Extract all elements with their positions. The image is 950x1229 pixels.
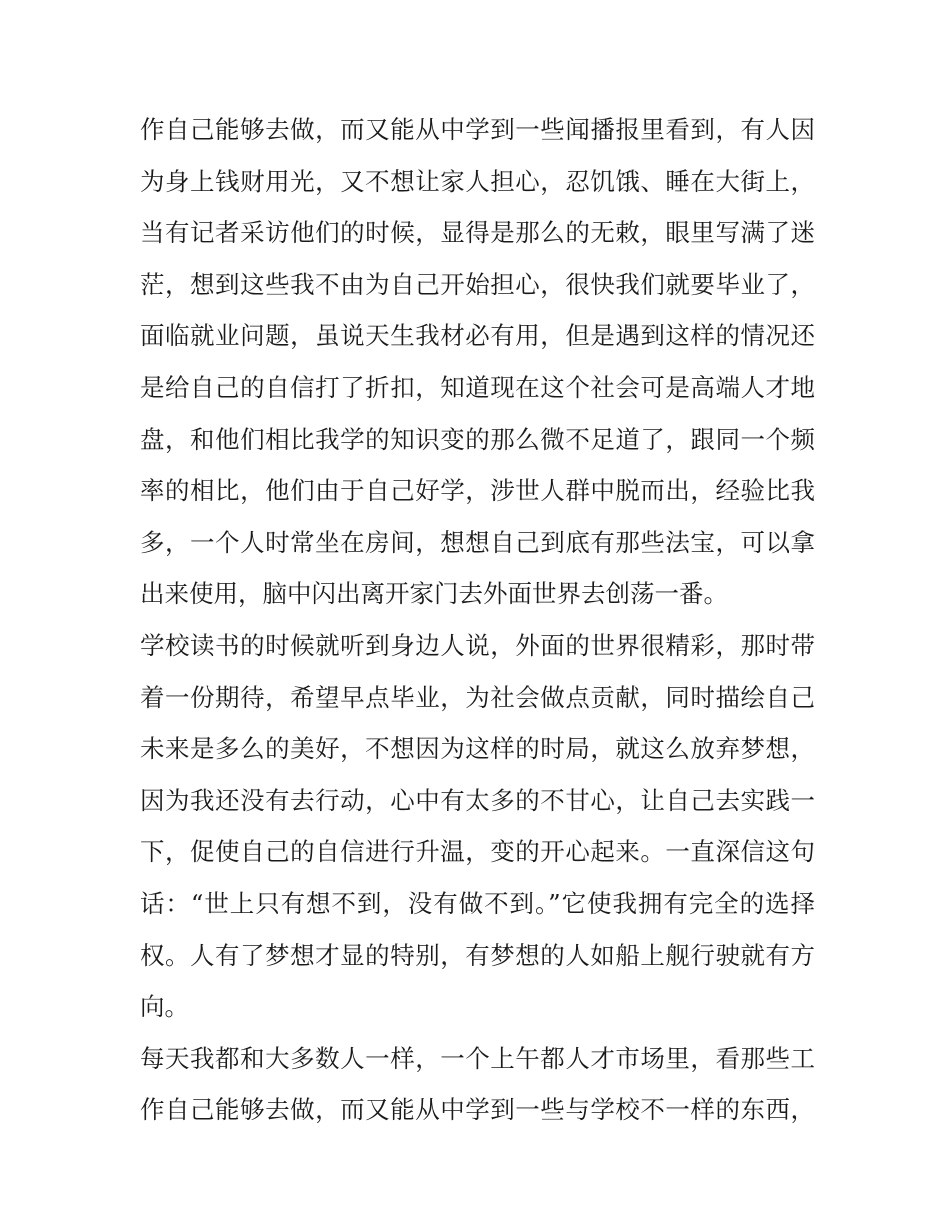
text-line: 作自己能够去做，而又能从中学到一些闻播报里看到，有人因 — [140, 115, 815, 144]
text-line: 茫，想到这些我不由为自己开始担心，很快我们就要毕业了， — [140, 269, 815, 299]
text-line: 未来是多么的美好，不想因为这样的时局，就这么放弃梦想， — [140, 734, 815, 764]
text-line: 作自己能够去做，而又能从中学到一些与学校不一样的东西， — [140, 1095, 815, 1125]
text-line: 每天我都和大多数人一样，一个上午都人才市场里，看那些工 — [140, 1043, 815, 1073]
document-body — [140, 104, 815, 1136]
text-line: 下，促使自己的自信进行升温，变的开心起来。一直深信这句 — [140, 837, 815, 867]
text-line: 率的相比，他们由于自己好学，涉世人群中脱而出，经验比我 — [140, 476, 815, 506]
text-line: 因为我还没有去行动，心中有太多的不甘心，让自己去实践一 — [140, 785, 815, 815]
text-line: 着一份期待，希望早点毕业，为社会做点贡献，同时描绘自己 — [140, 682, 815, 712]
text-line: 权。人有了梦想才显的特别，有梦想的人如船上舰行驶就有方 — [140, 940, 815, 970]
text-line: 话：“世上只有想不到，没有做不到。”它使我拥有完全的选择 — [140, 888, 815, 918]
text-line: 是给自己的自信打了折扣，知道现在这个社会可是高端人才地 — [140, 372, 815, 402]
text-line: 学校读书的时候就听到身边人说，外面的世界很精彩，那时带 — [140, 630, 815, 660]
text-line: 向。 — [140, 992, 189, 1022]
text-line: 面临就业问题，虽说天生我材必有用，但是遇到这样的情况还 — [140, 321, 815, 351]
text-line: 出来使用，脑中闪出离开家门去外面世界去创荡一番。 — [140, 579, 728, 609]
text-line: 盘，和他们相比我学的知识变的那么微不足道了，跟同一个频 — [140, 424, 815, 454]
text-line: 为身上钱财用光，又不想让家人担心，忍饥饿、睡在大街上， — [140, 166, 815, 196]
text-line: 多，一个人时常坐在房间，想想自己到底有那些法宝，可以拿 — [140, 527, 815, 557]
text-line: 当有记者采访他们的时候，显得是那么的无敕，眼里写满了迷 — [140, 218, 815, 248]
